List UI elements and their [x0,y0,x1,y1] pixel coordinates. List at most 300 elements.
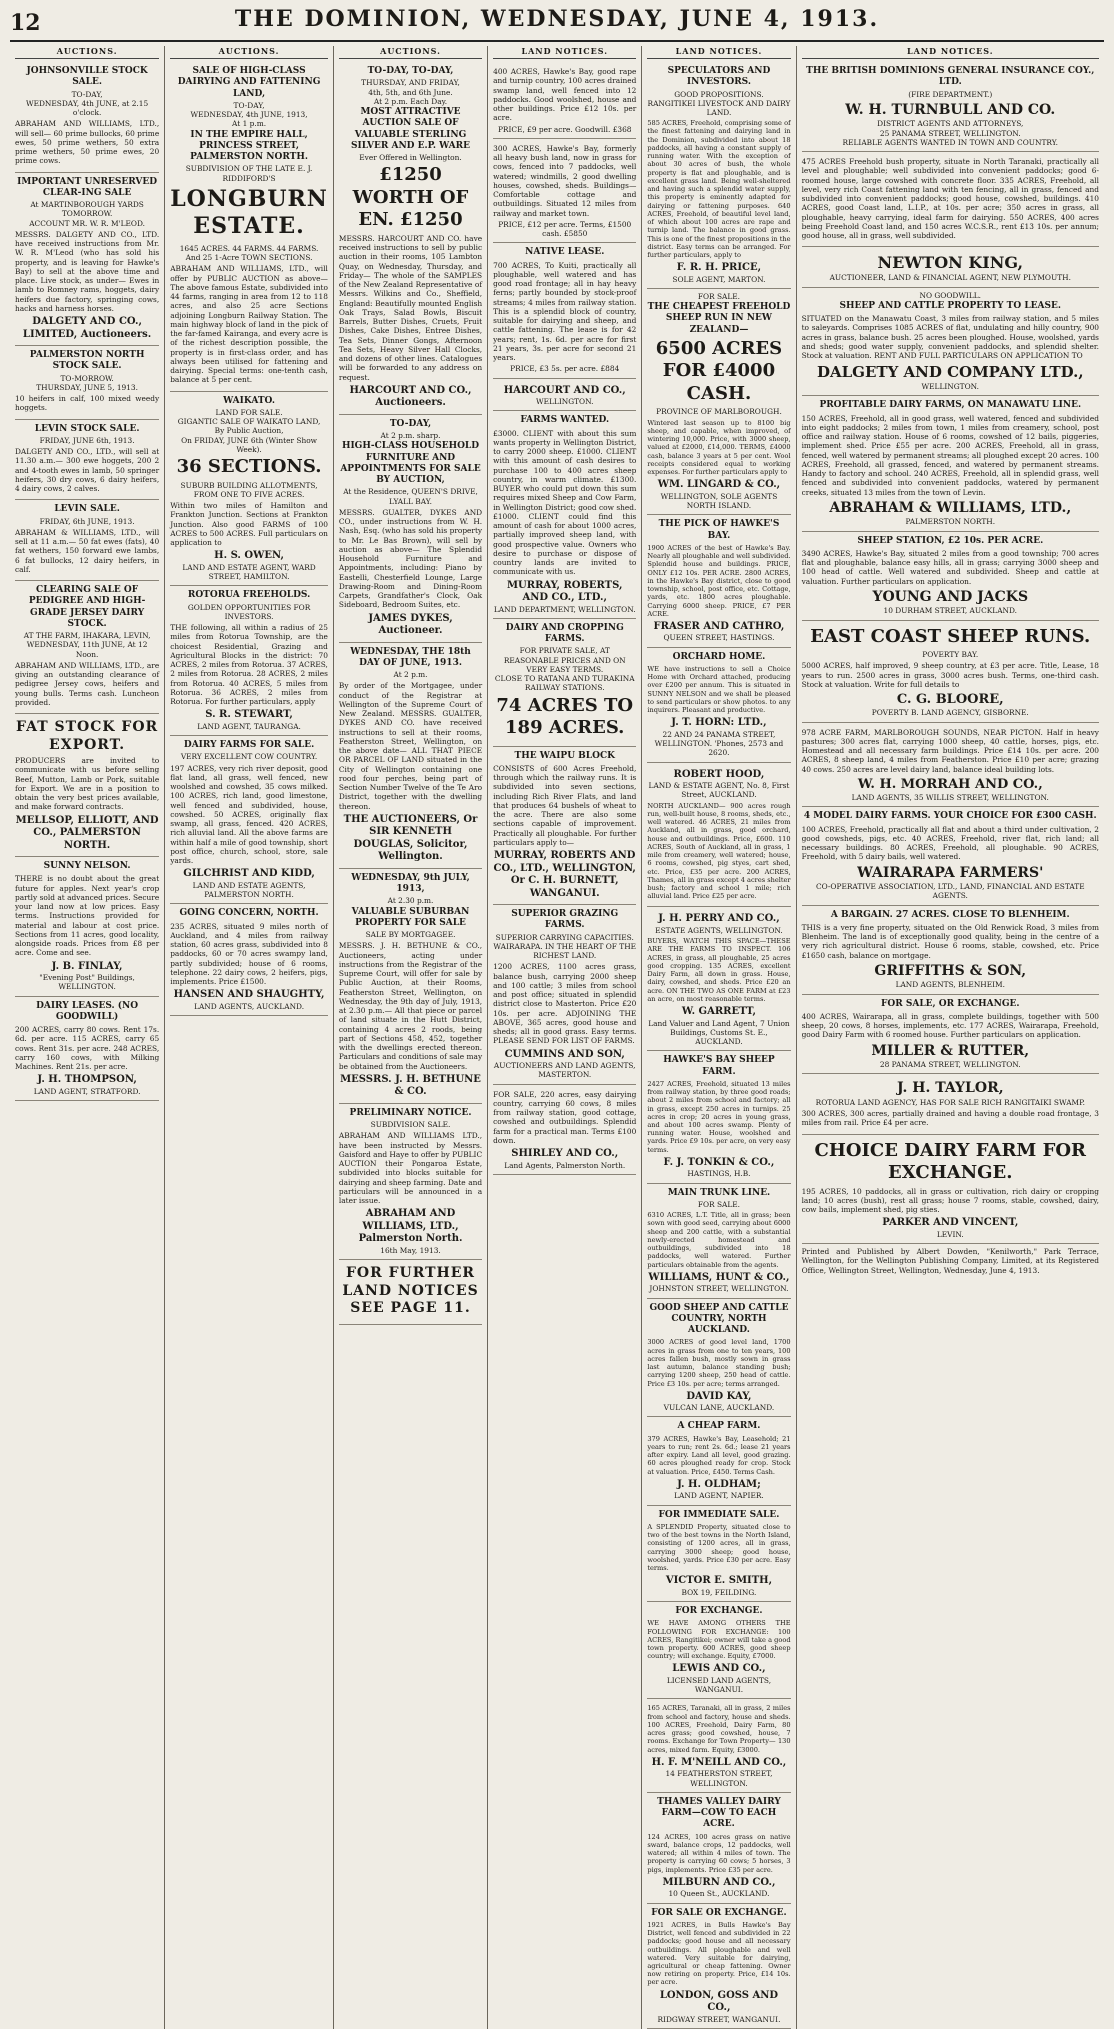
advert [647,1904,790,2029]
ad-body: 475 ACRES Freehold bush property, situate in North Taranaki, practically all level and ploughable; well subdivided into convenient paddocks; good 6-roomed house, large cowshed with concrete floor. 335 ACRES, Freehold, all level, very rich Coast fattening land with ten fencing, all in grass, fenced and subdivided into convenient paddocks; good house, cowshed, buildings. 410 ACRES, good Coast land, L.I.P., at 10s. per acre; 350 acres in grass, all ploughable, heavy carrying, ideal farm for dairying. 550 ACRES, 400 acres being Freehold Coast land, and 150 acres W.C.S.R., rent £13 10s. per annum; good house, all in grass, well subdivided. [801,157,1099,240]
ad-display-title: 36 SECTIONS. [176,456,322,477]
ad-date: WEDNESDAY, 11th JUNE, At 12 Noon. [26,640,148,659]
column-heading: LAND NOTICES. [647,46,790,59]
advert [802,621,1099,723]
ad-signature: ROBERT HOOD, [673,768,765,780]
advert [802,906,1099,995]
ad-body: MESSRS. GUALTER, DYKES AND CO., under instructions from W. H. Nash, Esq. (who has sold his property to Mr. Le Bas Brown), will sell by auction as above— The Splendid Household Furniture and Appointments, including: Piano by Eastelli, Chesterfield Lounge, Large Drawing-Room and Dining-Room Carpets, Grandfather's Clock, Oak Sideboard, Bedroom Suites, etc. [338,507,483,610]
ad-heading: FOR EXCHANGE. [675,1606,763,1617]
advert [339,62,482,415]
ad-body: 10 heifers in calf, 100 mixed weedy hoggets. [15,394,160,413]
ad-time: At 2 p.m. sharp. [380,431,441,440]
ad-address: HASTINGS, H.B. [687,1169,751,1179]
printer-imprint: Printed and Published by Albert Dowden, "Kenilworth," Park Terrace, Wellington, for the Wellington Publishing Company, Limited, at its Registered Office, Wellington Street, Wellington, Wednesday, June 4, 1913. [801,1247,1099,1275]
ad-heading: GOING CONCERN, NORTH. [179,908,319,919]
ad-date: FRIDAY, JUNE 6th, 1913. [39,435,135,445]
ad-body: 235 ACRES, situated 9 miles north of Auckland, and 4 miles from railway station, 60 acres grass, subdivided into 8 paddocks, 60 or 70 acres swampy land, partly subdivided; house of 6 rooms, telephone. 22 dairy cows, 2 heifers, pigs, implements. Price £1500. [170,921,328,986]
ad-heading: SHEEP STATION, £2 10s. PER ACRE. [857,535,1044,546]
ad-address: LAND AGENTS, BLENHEIM. [895,980,1005,990]
column-2 [164,46,333,2029]
ad-heading: ORCHARD HOME. [672,651,766,662]
ad-signature: DALGETY AND CO., LIMITED, Auctioneers. [22,316,152,340]
ad-display-title: LONGBURN ESTATE. [170,185,328,240]
ad-address: LAND AND ESTATE AGENT, WARD STREET, HAMILTON. [182,562,316,581]
advert [15,500,159,581]
ad-signature: VICTOR E. SMITH, [665,1575,773,1587]
ad-body: PRODUCERS are invited to communicate with us before selling Beef, Mutton, Lamb or Pork, suitable for Export. We are in a position to obtain the very best prices available, and make forward contracts. [15,756,160,812]
advert [15,997,159,1102]
ad-time: At 2 p.m. [393,670,428,679]
ad-signature: HARCOURT AND CO., Auctioneers. [349,384,472,409]
advert [647,1602,790,1699]
ad-address: QUEEN STREET, HASTINGS. [663,633,775,643]
ad-body: SITUATED on the Manawatu Coast, 3 miles from railway station, and 5 miles to saleyards. Comprises 1085 ACRES of flat, undulating and hilly country, 900 acres in grass, balance bush. 25 acres been ploughed. House, woolshed, yards and sheds; good water supply, convenient paddocks, and splendid shelter. Stock at valuation. RENT AND FULL PARTICULARS ON APPLICATION TO [801,314,1099,360]
ad-venue: IN THE EMPIRE HALL, PRINCESS STREET, PALMERSTON NORTH. [190,129,308,162]
ad-signature: C. G. BLOORE, [896,692,1004,707]
ad-signature: MILBURN AND CO., [662,1876,776,1888]
ad-body: MESSRS. J. H. BETHUNE & CO., Auctioneers, acting under instructions from the Registrar of the Supreme Court, will offer for sale by Public Auction, at their Rooms, Featherston Street, Wellington, on Wednesday, the 9th day of July, 1913, at 2.30 p.m.— All that piece or parcel of land situate in the Hutt District, containing 4 acres 2 roods, being part of Sections 458, 452, together with the dwellings erected thereon. Particulars and conditions of sale may be obtained from the Auctioneers. [338,941,483,1071]
ad-signature: WAIRARAPA FARMERS' [857,864,1044,881]
ad-display-title: 6500 ACRES FOR £4000 CASH. [655,337,783,404]
ad-heading: MAIN TRUNK LINE. [667,1187,771,1198]
ad-signature: W. H. MORRAH AND CO., [857,776,1043,792]
ad-signature: ABRAHAM AND WILLIAMS, LTD., Palmerston North. [358,1208,463,1245]
ad-heading: HAWKE'S BAY SHEEP FARM. [663,1055,775,1077]
ad-signature: JAMES DYKES, Auctioneer. [368,612,453,636]
advert [493,747,636,906]
advert [493,619,636,747]
ad-address: LEVIN. [936,1229,964,1239]
ad-signature: S. R. STEWART, [205,709,293,721]
ad-signature: J. T. HORN: LTD., [671,717,767,729]
ad-heading: SUPERIOR GRAZING FARMS. [511,909,619,931]
advert [647,907,790,1051]
ad-heading: LEVIN STOCK SALE. [34,423,140,434]
ad-signature: W. H. TURNBULL AND CO. [845,101,1056,118]
ad-body: ABRAHAM & WILLIAMS, LTD., will sell at 11 a.m.— 50 fat ewes (fats), 40 fat wethers, 150 forward ewe lambs, 6 fat bullocks, 12 dairy heifers, in calf. [15,527,160,574]
ad-signature: MURRAY, ROBERTS, AND CO., LTD., [506,579,623,603]
column-heading: AUCTIONS. [170,46,328,59]
ad-signature: SHIRLEY AND CO., [511,1148,619,1159]
ad-heading: FOR SALE, OR EXCHANGE. [881,998,1020,1009]
ad-heading: A CHEAP FARM. [677,1421,761,1432]
advert [339,869,482,1104]
ad-address: "Evening Post" Buildings, WELLINGTON. [39,973,135,992]
ad-address: 10 DURHAM STREET, AUCKLAND. [883,606,1018,616]
ad-price: PRICE, £3 5s. per acre. £884 [510,364,620,374]
ad-subheading: SALE BY MORTGAGEE. [365,930,456,939]
ad-body: 400 ACRES, Wairarapa, all in grass, complete buildings, together with 500 sheep, 20 cows, 8 horses, implements, etc. 177 ACRES, Wairarapa, Freehold, good Dairy Farm with 6 roomed house. Further particulars on application. [801,1011,1099,1040]
ad-signature: F. R. H. PRICE, [676,262,762,274]
advert [170,62,328,392]
ad-body: MESSRS. HARCOURT AND CO. have received instructions to sell by public auction in their rooms, 105 Lambton Quay, on Wednesday, Thursday, and Friday— The whole of the SAMPLES of the New Zealand Representative of Messrs. Wilkins and Co., Sheffield, England: Beautifully mounted English Oak Trays, Salad Bowls, Biscuit Barrels, Butter Dishes, Cruets, Fruit Dishes, Cake Dishes, Entree Dishes, Tea Sets, Dinner Gongs, Afternoon Tea Sets, Heavy Silver Hall Clocks, and dozens of other lines. Catalogues will be forwarded to any address on request. [338,233,483,382]
column-6 [796,46,1104,2029]
ad-body: 2427 ACRES, Freehold, situated 13 miles from railway station, by three good roads; about 2 miles from school and factory; all in grass, except 250 acres in turnips. 25 acres in crop; 20 acres in young grass, and about 100 acres swamp. Plenty of running water. House, woolshed and yards. Price £9 10s. per acre, on very easy terms. [647,1079,791,1154]
ad-subheading: CLOSE TO RATANA AND TURAKINA RAILWAY STATIONS. [494,674,635,693]
ad-body: MESSRS. DALGETY AND CO., LTD. have received instructions from Mr. W. R. M'Leod (who has sold his property, and is leaving for Hawke's Bay) to sell at the above time and place. Live stock, as under— Ewes in lamb to Romney rams, hoggets, dairy heifers due factory, springing cows, hacks and harness horses. [15,229,160,313]
ad-address: AUCTIONEER, LAND & FINANCIAL AGENT, NEW PLYMOUTH. [829,273,1071,283]
ad-body: 100 ACRES, Freehold, practically all flat and about a third under cultivation, 2 good cowsheds, pigs, etc. 40 ACRES, Freehold, river flat, rich land; all necessary buildings. 80 ACRES, Freehold, all ploughable. 90 ACRES, Freehold, with 5 dairy bails, well watered. [801,824,1099,862]
ad-signature: CUMMINS AND SON, [504,1048,625,1060]
advert [493,905,636,1085]
ad-heading: WEDNESDAY, THE 18th DAY OF JUNE, 1913. [350,646,471,668]
advert [647,1051,790,1183]
ad-body: 5000 ACRES, half improved, 9 sheep country, at £3 per acre. Title, Lease, 18 years to run. 2500 acres in grass, 3000 acres bush. Terms, one-third cash. Stock at valuation. Write for full details to [801,661,1099,689]
ad-date: WEDNESDAY, 4th JUNE, 1913, [190,110,308,119]
ad-heading: DAIRY FARMS FOR SALE. [183,740,315,750]
ad-address: JOHNSTON STREET, WELLINGTON. [649,1284,789,1294]
ad-signature: WILLIAMS, HUNT & CO., [648,1271,790,1283]
ad-heading: FARMS WANTED. [520,415,610,426]
ad-body: 150 ACRES, Freehold, all in good grass, well watered, fenced and subdivided into eight paddocks; 2 miles from town, 1 miles from creamery, school, post office and railway station. House of 6 rooms, cowshed of 12 bails, piggeries, implement shed. Price £55 per acre. 200 ACRES, Freehold, all in grass, fenced, well watered by permanent streams; all ploughed except 20 acres. 100 ACRES, Freehold, all grassed, fenced, and watered by permanent streams. Handy to factory and school. 240 ACRES, Freehold, all in splendid grass, well fenced and subdivided into convenient paddocks, watered by permanent creeks, situated 13 miles from the town of Levin. [801,413,1099,497]
ad-heading: WEDNESDAY, 9th JULY, 1913, [351,872,470,894]
ad-heading: FOR IMMEDIATE SALE. [658,1509,780,1520]
advert [802,152,1099,247]
advert [647,1793,790,1904]
ad-heading: GOOD SHEEP AND CATTLE COUNTRY, NORTH AUCKLAND. [649,1302,789,1336]
ad-subheading: FOR SALE. [697,291,741,301]
ad-subheading: RELIABLE AGENTS WANTED IN TOWN AND COUNTRY. [842,137,1058,147]
page-reference-notice: FOR FURTHER LAND NOTICES SEE PAGE 11. [342,1265,479,1316]
ad-heading: SALE OF HIGH-CLASS DAIRYING AND FATTENING LAND, [177,66,321,99]
ad-subheading: TO-DAY, [233,100,265,110]
ad-address: VULCAN LANE, AUCKLAND. [663,1403,775,1413]
ad-subheading: LAND FOR SALE. [215,407,283,417]
ad-signature: DALGETY AND COMPANY LTD., [816,363,1084,382]
advert [802,62,1099,152]
ad-body: THIS is a very fine property, situated on the Old Renwick Road, 3 miles from Blenheim. The land is of exceptionally good quality, being in the centre of a very rich agricultural district. House 6 rooms, stable, cowshed, etc. Price £1650 cash, balance on mortgage. [801,922,1099,960]
ad-body: 1200 ACRES, 1100 acres grass, balance bush, carrying 2000 sheep and 100 cattle; 3 miles from school and post office; situated in splendid district close to Masterton. Price £20 10s. per acre. ADJOINING THE ABOVE, 365 acres, good house and sheds; all in good grass. Easy terms. PLEASE SEND FOR LIST OF FARMS. [493,962,637,1046]
advert [647,1699,790,1792]
ad-body: THERE is no doubt about the great future for apples. Next year's crop partly sold at advanced prices. Secure your land now at low prices. Easy terms. Instructions provided for material and labour at cost price. Sections from 11 acres, good locality, alongside roads. Prices from £8 per acre. Come and see. [15,874,160,958]
advert [339,1104,482,1260]
advert [15,420,159,501]
ad-heading: MOST ATTRACTIVE AUCTION SALE OF VALUABLE STERLING SILVER AND E.P. WARE [351,107,470,151]
ad-subheading: GOLDEN OPPORTUNITIES FOR INVESTORS. [187,602,311,621]
ad-heading: SPECULATORS AND INVESTORS. [667,66,771,88]
ad-date: 4th, 5th, and 6th June. [368,87,453,97]
newspaper-title: THE DOMINION, WEDNESDAY, JUNE 4, 1913. [234,6,880,32]
ad-heading: PROFITABLE DAIRY FARMS, ON MANAWATU LINE. [819,400,1082,411]
ad-heading: PRELIMINARY NOTICE. [349,1107,472,1118]
ad-address: POVERTY B. LAND AGENCY, GISBORNE. [871,708,1029,718]
ad-body: FOR SALE, 220 acres, easy dairying country, carrying 60 cows, 8 miles from railway station, good cottage, cowshed and outbuildings. Splendid farm for a practical man. Terms £100 down. [493,1089,637,1145]
ad-body: 300 ACRES, 300 acres, partially drained and having a double road frontage, 3 miles from rail. Price £4 per acre. [801,1109,1099,1128]
ad-date: WEDNESDAY, 4th JUNE, at 2.15 o'clock. [26,98,149,117]
ad-signature: LEWIS AND CO., [672,1663,766,1675]
ad-subheading: SUPERIOR CARRYING CAPACITIES. WAIRARAPA. IN THE HEART OF THE RICHEST LAND. [493,932,637,960]
ad-heading: VALUABLE SUBURBAN PROPERTY FOR SALE [351,906,470,928]
advert [647,62,790,289]
advert [802,995,1099,1075]
ad-address: 22 AND 24 PANAMA STREET, WELLINGTON. 'Phones, 2573 and 2620. [654,729,784,758]
ad-display-title: CHOICE DAIRY FARM FOR EXCHANGE. [814,1139,1087,1183]
ad-body: Wintered last season up to 8100 big sheep, and capable, when improved, of wintering 10,000. Price, with 3000 sheep, valued at £2000, £14,000. TERMS, £4000 cash, balance 3 years at 5 per cent. Wool receipts considered equal to working expenses. For further particulars apply to [647,418,791,477]
ad-address: WELLINGTON. [536,397,594,406]
ad-heading: TO-DAY, [389,418,432,429]
ad-body: 6310 ACRES, L.T. Title, all in grass; been sown with good seed, carrying about 6000 sheep and 200 cattle, with a substantial newly-erected homestead and outbuildings, subdivided into 18 paddocks, well watered. Further particulars obtainable from the agents. [647,1211,791,1269]
advert [15,173,159,347]
ad-subheading: GOOD PROPOSITIONS. [674,89,764,99]
advert [647,1184,790,1299]
advert [647,1299,790,1418]
ad-body: BUYERS, WATCH THIS SPACE—THESE ARE THE FARMS TO INSPECT. 106 ACRES, in grass, all ploughable, 25 acres good cropping. 135 ACRES, excellent Dairy Farm, all down in grass. House, dairy, cowshed, and sheds. Price £20 an acre. ON THE TWO AS ONE FARM at £23 an acre, on most reasonable terms. [647,937,791,1003]
ad-heading: SUNNY NELSON. [43,861,131,871]
advert [802,1074,1099,1134]
ad-signature: J. H. PERRY AND CO., [658,913,780,925]
ad-heading: FOR SALE OR EXCHANGE. [651,1907,787,1918]
advert [647,1506,790,1602]
ad-address: ESTATE AGENTS, WELLINGTON. [655,925,783,935]
advert [647,763,790,908]
ad-address: WELLINGTON, SOLE AGENTS NORTH ISLAND. [660,491,778,511]
ad-signature: MURRAY, ROBERTS AND CO., LTD., WELLINGTON, Or C. H. BURNETT, WANGANUI. [493,850,636,899]
ad-subheading: ROTORUA LAND AGENCY, HAS FOR SALE RICH RANGITAIKI SWAMP. [815,1097,1085,1107]
masthead [10,6,1104,42]
ad-body: ABRAHAM AND WILLIAMS, LTD., are giving an outstanding clearance of pedigree Jersey cows, heifers and young bulls. Terms cash. Luncheon provided. [15,660,160,707]
ad-body: 197 ACRES, very rich river deposit, good flat land, all grass, well fenced, new woolshed and cowshed, 35 cows milked. 100 ACRES, rich land, good limestone, well fenced and subdivided, house, cowshed. 50 ACRES, originally flax swamp, all grass, fenced. 420 ACRES, rich alluvial land. All the above farms are within half a mile of good township, short post office, church, school, store, sale yards. [170,763,328,865]
ad-body: By order of the Mortgagee, under conduct of the Registrar at Wellington of the Supreme Court of New Zealand. MESSRS. GUALTER, DYKES AND CO. have received instructions to sell at their rooms, Featherston Street, Wellington, on the above date— ALL THAT PIECE OR PARCEL OF LAND situated in the City of Wellington containing one rood four perches, being part of Section Number Twelve of the Te Aro District, together with the dwelling thereon. [338,681,483,811]
column-heading: AUCTIONS. [15,46,159,59]
advert [15,857,159,997]
ad-subheading: AT THE FARM, IHAKARA, LEVIN, [23,631,151,640]
ad-heading: SHEEP AND CATTLE PROPERTY TO LEASE. [839,300,1061,311]
ad-signature: MILLER & RUTTER, [871,1042,1030,1059]
ad-subheading: LAND & ESTATE AGENT, No. 8, First Street, AUCKLAND. [648,781,790,800]
advert [170,586,328,736]
ad-body: 200 ACRES, carry 80 cows. Rent 17s. 6d. per acre. 115 ACRES, carry 65 cows. Rent 31s. per acre. 248 ACRES, carry 160 cows, with Milking Machines. Rent 21s. per acre. [15,1025,160,1071]
ad-body: WE have instructions to sell a Choice Home with Orchard attached, producing over £200 per annum. This is situated in SUNNY NELSON and we shall be pleased to send particulars or show photos. to any inquirers. Pleasant and productive. [647,664,791,715]
ad-address: Land Agents, Palmerston North. [504,1160,626,1170]
ad-body: 700 ACRES, To Kuiti, practically all ploughable, well watered and has good road frontage; all in hay heavy ferns; partly bounded by stock-proof streams; 4 miles from railway station. This is a splendid block of country, suitable for dairying and sheep, and cattle fattening. The lease is for 42 years; rent, 1s. 6d. per acre for first 21 years, 3s. per acre for second 21 years. [493,260,637,362]
ad-address: LAND AGENT, NAPIER. [674,1491,764,1501]
ad-body: ABRAHAM AND WILLIAMS, LTD., will sell— 60 prime bullocks, 60 prime ewes, 50 prime wethers, 50 extra prime wethers, 50 prime ewes, 20 prime cows. [15,119,160,166]
advert [493,62,636,139]
ad-heading: TO-DAY, TO-DAY, [367,66,454,76]
advert [802,723,1099,808]
ad-time: At 2.30 p.m. [387,896,434,906]
ad-heading: LEVIN SALE. [54,504,120,515]
ad-signature: MELLSOP, ELLIOTT, AND CO., PALMERSTON NORTH. [15,814,159,851]
ad-signature: NEWTON KING, [877,253,1024,273]
ad-heading: THE WAIPU BLOCK [514,750,615,761]
ad-body: 3490 ACRES, Hawke's Bay, situated 2 miles from a good township; 700 acres flat and ploughable, balance easy hills, all in grass; carrying 3000 sheep and 100 head of cattle. Well watered and subdivided. Sheep and cattle at valuation. Further particulars on application. [801,548,1099,586]
ad-body: WE HAVE AMONG OTHERS THE FOLLOWING FOR EXCHANGE: 100 ACRES, Rangitikei; owner will take a good town property. 600 ACRES, good sheep country; will exchange. Equity, £7000. [647,1619,791,1661]
ad-address: RIDGWAY STREET, WANGANUI. [657,2014,781,2024]
ad-body: 195 ACRES, 10 paddocks, all in grass or cultivation, rich dairy or cropping land; 10 acres (bush), rest all grass; house 7 rooms, stable, cowshed, dairy, cow bails, implement shed, pig sties. [801,1186,1099,1214]
ad-heading: 4 MODEL DAIRY FARMS. YOUR CHOICE FOR £300 CASH. [803,811,1097,822]
ad-subheading: By Public Auction, [214,426,284,436]
page-number: 12 [10,10,41,36]
ad-subheading: Ever Offered in Wellington. [359,153,462,162]
ad-display-title: EAST COAST SHEEP RUNS. [810,625,1091,647]
ad-heading: IMPORTANT UNRESERVED CLEAR-ING SALE [17,176,158,198]
ad-subheading: (FIRE DEPARTMENT.) [908,89,993,99]
advert [647,289,790,515]
ad-body: 400 ACRES, Hawke's Bay, good rape and turnip country, 100 acres drained swamp land, well fenced into 12 paddocks. Good woolshed, house and other buildings. Price £12 10s. per acre. [493,67,637,123]
ad-address: BOX 19, FEILDING. [681,1587,757,1597]
advert [493,243,636,378]
ad-body: CONSISTS of 600 Acres Freehold, through which the railway runs. It is subdivided into seven sections, including Rich River Flats, and land that produces 64 bushels of wheat to the acre. There are also some sections capable of improvement. Practically all ploughable. For further particulars apply to— [493,763,637,847]
ad-heading: HIGH-CLASS HOUSEHOLD FURNITURE AND APPOINTMENTS FOR SALE BY AUCTION, [340,441,481,485]
column-5 [641,46,795,2029]
ad-body: 585 ACRES, Freehold, comprising some of the finest fattening and dairying land in the Dominion, subdivided into about 18 paddocks, all having a constant supply of running water. With the exception of about 30 acres of bush, the whole property is flat and ploughable, and is excellent grass land. Being well-sheltered and having such a splendid water supply, this property is eminently adapted for dairying or fattening purposes. 640 ACRES, Freehold, of beautiful level land, of which about 100 acres are rape and turnip land. The balance in good grass. This is one of the finest propositions in the district. Easy terms can be arranged. For further particulars, apply to [647,119,791,259]
ad-signature: PARKER AND VINCENT, [882,1217,1019,1229]
advert [802,1135,1099,1245]
ad-price: PRICE, £12 per acre. Terms, £1500 cash. £5850 [498,219,632,238]
ad-heading: THE PICK OF HAWKE'S BAY. [658,519,780,541]
ad-body: 124 ACRES, 100 acres grass on native sward, balance crops, 12 paddocks, well watered; all within 4 miles of town. The property is carrying 60 cows; 5 horses, 3 pigs, implements. Price £35 per acre. [647,1832,791,1874]
ad-subheading: SUBURB BUILDING ALLOTMENTS, FROM ONE TO FIVE ACRES. [180,480,318,499]
advert [339,1260,482,1325]
ad-signature: ABRAHAM & WILLIAMS, LTD., [829,499,1072,516]
ad-signature: DAVID KAY, [686,1390,752,1402]
advert [15,346,159,420]
advert [802,807,1099,905]
ad-subheading: GIGANTIC SALE OF WAIKATO LAND, [177,417,321,426]
advert [339,415,482,643]
ad-body: NORTH AUCKLAND— 900 acres rough run, well-built house, 8 rooms, sheds, etc., well watered. 46 ACRES, 21 miles from Auckland, all in grass, good orchard, house and outbuildings. Price, £600. 110 ACRES, South of Auckland, all in grass, 1 mile from creamery, well watered; house, 6 rooms, cowshed, pig styes, cart shed, etc. Price, £35 per acre. 200 ACRES, Thames, all in grass except 4 acres shelter bush; factory and school 1 mile; rich alluvial land. Price £25 per acre. [647,801,791,901]
advert [170,392,328,587]
ad-address: LICENSED LAND AGENTS, WANGANUI. [666,1675,772,1695]
ad-subheading: NO GOODWILL. [919,290,982,300]
ad-body: Within two miles of Hamilton and Frankton Junction. Sections at Frankton Junction. Also good FARMS of 100 ACRES to 500 ACRES. Full particulars on application to [170,501,328,547]
ad-subheading: At MARTINBOROUGH YARDS TOMORROW. [30,200,144,219]
ad-address: 10 Queen St., AUCKLAND. [668,1889,770,1899]
advert [15,62,159,173]
ad-heading: DAIRY LEASES. (NO GOODWILL) [36,1000,139,1022]
ad-subheading: RANGITIKEI LIVESTOCK AND DAIRY LAND. [647,98,791,117]
ad-date: On FRIDAY, JUNE 6th (Winter Show Week). [181,435,317,454]
ad-body: £3000. CLIENT with about this sum wants property in Wellington District, to carry 2000 sheep. £1000. CLIENT with this amount of cash desires to purchase 100 to 400 acres sheep country, in warm climate. £1300. BUYER who could put down this sum requires mixed Sheep and Cow Farm, in Wellington District; good cow shed. £1000. CLIENT could find this amount of cash for about 1000 acres, partially improved sheep land, with good prospective value. Owners who desire to purchase or dispose of country lands are invited to communicate with us. [493,428,637,577]
ad-address: LAND AGENT, TAURANGA. [197,721,301,731]
ad-address: WELLINGTON. [921,382,979,391]
ad-subheading: 1645 ACRES. 44 FARMS. 44 FARMS. [179,243,319,253]
column-heading: AUCTIONS. [339,46,482,59]
ad-subheading: FOR SALE. [697,1199,741,1209]
ad-heading: PALMERSTON NORTH STOCK SALE. [29,350,145,372]
ad-address: LAND AND ESTATE AGENTS, PALMERSTON NORTH. [192,880,306,899]
ad-heading: THE CHEAPEST FREEHOLD SHEEP RUN IN NEW ZEALAND— [647,302,791,335]
ad-signature: MESSRS. J. H. BETHUNE & CO. [340,1073,481,1098]
ad-address: PALMERSTON NORTH. [905,517,996,527]
ad-body: 3000 ACRES of good level land, 1700 acres in grass from one to ten years, 100 acres fallen bush, mostly sown in grass last autumn, balance standing bush; carrying 1200 sheep, 250 head of cattle. Price £3 10s. per acre; terms arranged. [647,1338,791,1388]
ad-heading: ROTORUA FREEHOLDS. [187,590,311,601]
ad-heading: WAIKATO. [223,395,275,406]
ad-time: At 2 p.m. Each Day. [373,96,448,106]
column-heading: LAND NOTICES. [802,46,1099,59]
ad-address: AUCTIONEERS AND LAND AGENTS, MASTERTON. [493,1061,636,1080]
ad-address: SOLE AGENT, MARTON. [672,274,766,284]
ad-heading: THE BRITISH DOMINIONS GENERAL INSURANCE COY., LTD. [806,66,1095,88]
advert [493,139,636,244]
ad-signature: GILCHRIST AND KIDD, [183,868,315,880]
column-1 [10,46,164,2029]
column-4 [487,46,641,2029]
advert [493,411,636,619]
ad-time: At 1 p.m. [232,119,267,129]
ad-body: ABRAHAM AND WILLIAMS, LTD., will offer by PUBLIC AUCTION as above— The above famous Estate, subdivided into 44 farms, ranging in area from 12 to 118 acres, and also 25 acre Sections adjoining Longburn Railway Station. The main highway block of land in the pick of the far-famed Kairanga, and every acre is of the richest description possible, the property is in first-class order, and has always been utilised for fattening and dairying. Special terms: one-tenth cash, balance at 5 per cent. [170,264,328,385]
ad-subheading: SUBDIVISION OF THE LATE E. J. RIDDIFORD'S [185,164,313,183]
ad-signature: WM. LINGARD & CO., [657,479,781,491]
advert [802,247,1099,287]
ad-signature: F. J. TONKIN & CO., [663,1156,775,1168]
ad-subheading: PROVINCE OF MARLBOROUGH. [656,407,782,417]
ad-heading: FAT STOCK FOR EXPORT. [16,719,159,753]
ad-address: LAND AGENTS, 35 WILLIS STREET, WELLINGTON. [851,793,1049,802]
ad-subheading: SUBDIVISION SALE. [370,1120,451,1129]
ad-body: DALGETY AND CO., LTD., will sell at 11.30 a.m.— 300 ewe hoggets, 200 2 and 4-tooth ewes in lamb, 50 springer heifers, 30 dry cows, 6 dairy heifers, 4 dairy cows, 2 calves. [15,447,160,493]
column-heading: LAND NOTICES. [493,46,636,59]
ad-signature: GRIFFITHS & SON, [874,962,1027,979]
ad-heading: DAIRY AND CROPPING FARMS. [505,622,624,644]
advert [170,736,328,904]
ad-signature: J. B. FINLAY, [51,960,123,972]
column-3 [333,46,487,2029]
ad-subheading: THURSDAY, AND FRIDAY, [361,78,460,88]
ad-body: A SPLENDID Property, situated close to two of the best towns in the North Island, consisting of 1200 acres, all in grass, carrying 3000 sheep; good house, woolshed, yards. Price £30 per acre. Easy terms. [647,1522,791,1573]
ad-signature: THE AUCTIONEERS, Or SIR KENNETH DOUGLAS, Solicitor, Wellington. [343,813,478,863]
ad-date: FRIDAY, 6th JUNE, 1913. [39,516,135,526]
ad-heading: THAMES VALLEY DAIRY FARM—COW TO EACH ACRE. [657,1796,781,1830]
ad-address: LAND DEPARTMENT, WELLINGTON. [493,604,636,614]
advert [802,396,1099,531]
ad-body: 379 ACRES, Hawke's Bay, Leasehold; 21 years to run; rent 2s. 6d.; lease 21 years after expiry. Land all level, good grazing. 60 acres ploughed ready for crop. Stock at valuation. Price, £450. Terms Cash. [647,1434,791,1476]
ad-body: THE following, all within a radius of 25 miles from Rotorua Township, are the choicest Residential, Grazing and Agricultural Blocks in the district: 70 ACRES, 2 miles from Rotorua. 37 ACRES, 2 miles from Rotorua. 28 ACRES, 2 miles from Rotorua. 40 ACRES, 5 miles from Rotorua. 36 ACRES, 2 miles from Rotorua. For further particulars, apply [170,623,328,706]
ad-address: LAND AGENTS, AUCKLAND. [194,1001,305,1011]
ad-signature: HARCOURT AND CO., [503,384,626,396]
ad-signature: LONDON, GOSS AND CO., [659,1989,779,2014]
ad-body: 978 ACRE FARM, MARLBOROUGH SOUNDS, NEAR PICTON. Half in heavy pastures; 300 acres flat, carrying 1000 sheep, 40 cattle, horses, pigs, etc. Homestead and all necessary farm buildings. Price £14 10s. per acre. 200 ACRES, 8 sheep land, 4 miles from Featherston. Price £10 per acre; grazing 40 cows. 250 acres are level dairy land, balance ideal building lots. [801,727,1099,774]
ad-heading: NATIVE LEASE. [525,247,605,258]
ad-subheading: POVERTY BAY. [922,650,979,659]
ad-address: 25 PANAMA STREET, WELLINGTON. [879,128,1021,138]
page-columns [10,46,1104,2024]
ad-address: CO-OPERATIVE ASSOCIATION, LTD., LAND, FINANCIAL AND ESTATE AGENTS. [815,882,1085,901]
advert [15,714,159,857]
ad-body: 1921 ACRES, in Bulls Hawke's Bay District, well fenced and subdivided in 22 paddocks; good house and all necessary outbuildings. All ploughable and well watered. Very suitable for dairying, agricultural or cheap fattening. Owner now retiring on property. Price, £14 10s. per acre. [647,1920,791,1987]
advert [647,648,790,763]
ad-heading: JOHNSONVILLE STOCK SALE. [26,66,148,88]
ad-subheading: And 25 1-Acre TOWN SECTIONS. [185,253,313,262]
ad-subheading: TO-DAY, [71,89,103,99]
ad-signature: J. H. THOMPSON, [37,1074,137,1086]
ad-display-title: 74 ACRES TO 189 ACRES. [496,694,634,738]
ad-address: 14 FEATHERSTON STREET, WELLINGTON. [665,1769,773,1788]
ad-body: 1900 ACRES of the best of Hawke's Bay. Nearly all ploughable and well subdivided. Splendid house and buildings. PRICE, ONLY £12 10s. PER ACRE. 2800 ACRES, in the Hawke's Bay district, close to good township, school, post office, etc. Cottage, yards, etc. 1800 acres ploughable. Carrying 6000 sheep. PRICE, £7 PER ACRE. [647,543,791,618]
advert [647,1417,790,1505]
ad-signature: FRASER AND CATHRO, [653,620,785,632]
ad-price: PRICE, £9 per acre. Goodwill. £368 [497,124,632,134]
ad-venue: At the Residence, QUEEN'S DRIVE, LYALL BAY. [343,487,478,506]
ad-signature: YOUNG AND JACKS [872,588,1029,605]
ad-signature: W. GARRETT, [681,1006,756,1018]
advert [802,532,1099,621]
advert [15,581,159,714]
ad-signature: H. F. M'NEILL AND CO., [651,1756,787,1768]
ad-subheading: FOR PRIVATE SALE, AT REASONABLE PRICES AND ON VERY EASY TERMS. [503,646,626,674]
advert [339,643,482,869]
advert [802,288,1099,397]
ad-subheading: ACCOUNT MR. W. R. M'LEOD. [29,218,145,228]
ad-body: 300 ACRES, Hawke's Bay, formerly all heavy bush land, now in grass for cows, fenced into 7 paddocks, well watered; windmills, 2 good dwelling houses, cowshed, sheds. Buildings— Comfortable cottage and outbuildings. Situated 12 miles from railway and market town. [493,143,637,218]
ad-display-title: £1250 WORTH OF EN. £1250 [352,164,469,231]
ad-signature: HANSEN AND SHAUGHTY, [173,989,325,1001]
advert [493,379,636,412]
advert [493,1085,636,1175]
ad-subheading: TO-MORROW. [60,373,114,383]
ad-body: ABRAHAM AND WILLIAMS LTD., have been instructed by Messrs. Gaisford and Haye to offer by PUBLIC AUCTION their Pongaroa Estate, subdivided into blocks suitable for dairying and sheep farming. Date and particulars will be announced in a later issue. [338,1131,483,1205]
